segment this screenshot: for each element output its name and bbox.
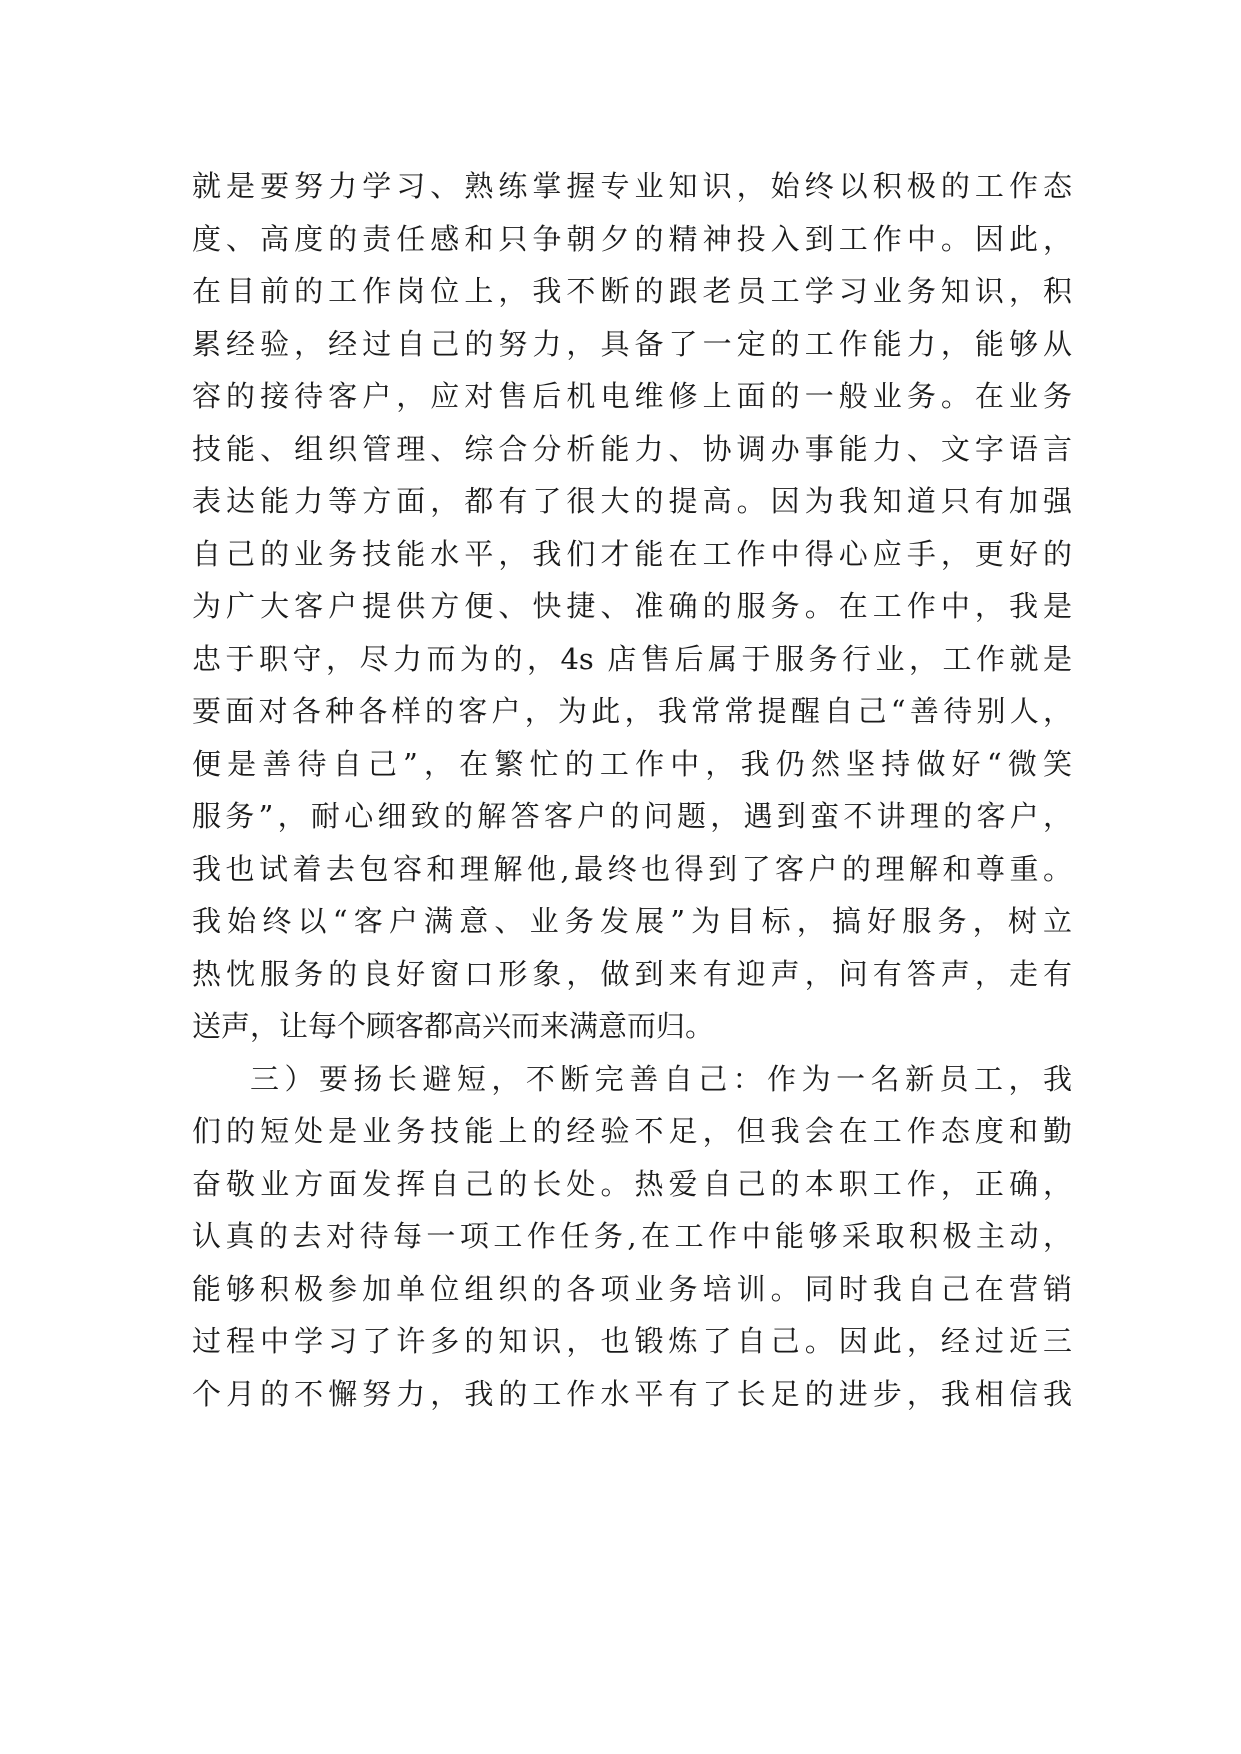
text-line: 度、高度的责任感和只争朝夕的精神投入到工作中。因此， (192, 221, 1072, 256)
text-line: 在目前的工作岗位上，我不断的跟老员工学习业务知识，积 (192, 274, 1072, 308)
text-line: 要面对各种各样的客户，为此，我常常提醒自己“善待别人， (192, 694, 1072, 728)
text-line: 服务”，耐心细致的解答客户的问题，遇到蛮不讲理的客户， (192, 799, 1072, 833)
text-line: 认真的去对待每一项工作任务,在工作中能够采取积极主动， (192, 1219, 1072, 1253)
text-line: 我始终以“客户满意、业务发展”为目标，搞好服务，树立 (192, 904, 1072, 938)
text-line: 容的接待客户，应对售后机电维修上面的一般业务。在业务 (192, 379, 1072, 413)
text-line: 累经验，经过自己的努力，具备了一定的工作能力，能够从 (192, 326, 1072, 361)
text-line: 们的短处是业务技能上的经验不足，但我会在工作态度和勤 (192, 1114, 1072, 1148)
text-line: 为广大客户提供方便、快捷、准确的服务。在工作中，我是 (192, 589, 1072, 623)
text-line: 我也试着去包容和理解他,最终也得到了客户的理解和尊重。 (192, 851, 1072, 886)
text-line: 技能、组织管理、综合分析能力、协调办事能力、文字语言 (192, 431, 1072, 466)
text-line: 忠于职守，尽力而为的，4s 店售后属于服务行业，工作就是 (192, 641, 1072, 676)
text-line: 表达能力等方面，都有了很大的提高。因为我知道只有加强 (192, 484, 1072, 518)
text-line: 自己的业务技能水平，我们才能在工作中得心应手，更好的 (192, 536, 1072, 571)
text-line: 便是善待自己”，在繁忙的工作中，我仍然坚持做好“微笑 (192, 746, 1072, 781)
text-line: 奋敬业方面发挥自己的长处。热爱自己的本职工作，正确， (192, 1166, 1072, 1201)
text-line: 热忱服务的良好窗口形象，做到来有迎声，问有答声，走有 (192, 956, 1072, 991)
text-line: 送声，让每个顾客都高兴而来满意而归。 (192, 1009, 715, 1043)
text-line: 过程中学习了许多的知识，也锻炼了自己。因此，经过近三 (192, 1324, 1072, 1358)
paragraph-start-line: 三）要扬长避短，不断完善自己：作为一名新员工，我 (250, 1061, 1072, 1096)
body-text (192, 160, 1072, 1420)
text-line: 个月的不懈努力，我的工作水平有了长足的进步，我相信我 (192, 1376, 1072, 1411)
text-line: 就是要努力学习、熟练掌握专业知识，始终以积极的工作态 (192, 169, 1072, 203)
text-line: 能够积极参加单位组织的各项业务培训。同时我自己在营销 (192, 1271, 1072, 1306)
